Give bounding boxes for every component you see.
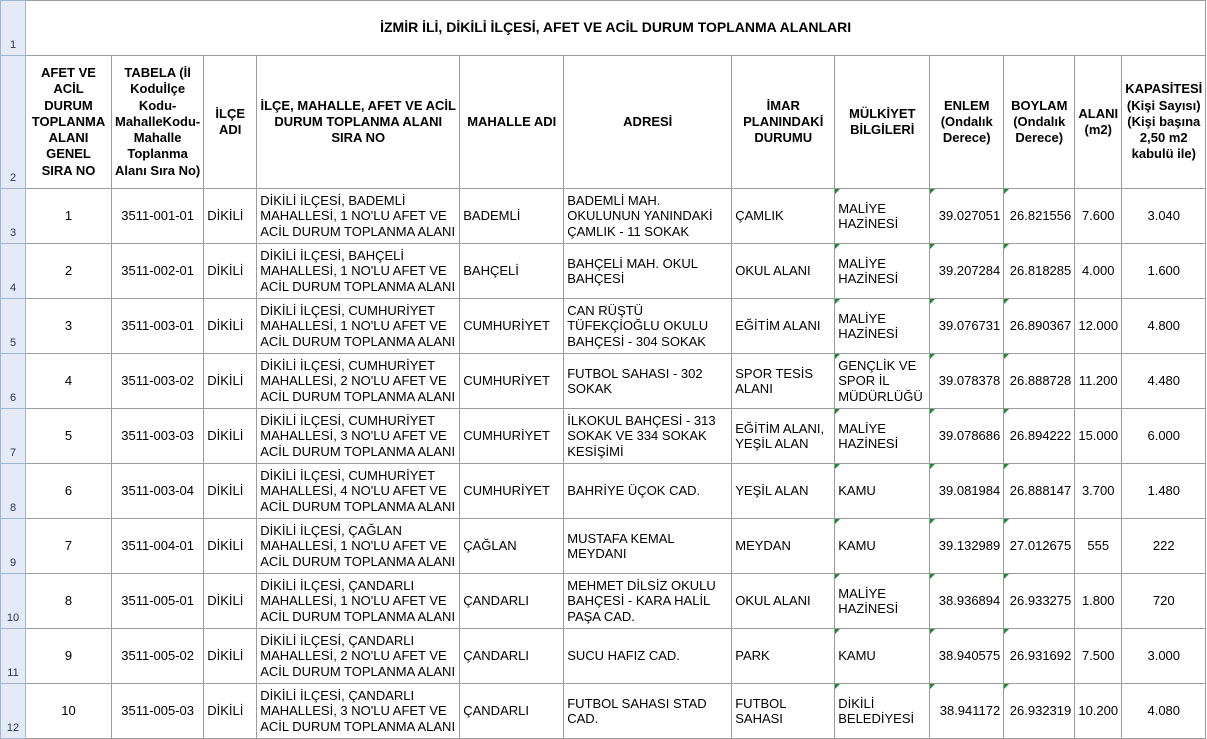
cell-alan-sira-no[interactable]: DİKİLİ İLÇESİ, BADEMLİ MAHALLESİ, 1 NO'LU AFET VE ACİL DURUM TOPLANMA ALANI (257, 189, 460, 244)
cell-enlem[interactable]: 39.132989 (930, 519, 1004, 574)
cell-adresi[interactable]: BADEMLİ MAH. OKULUNUN YANINDAKİ ÇAMLIK - 11 SOKAK (564, 189, 732, 244)
cell-genel-sira-no[interactable]: 1 (26, 189, 112, 244)
cell-imar-durumu[interactable]: ÇAMLIK (732, 189, 835, 244)
cell-imar-durumu[interactable]: EĞİTİM ALANI, YEŞİL ALAN (732, 409, 835, 464)
cell-adresi[interactable]: BAHÇELİ MAH. OKUL BAHÇESİ (564, 244, 732, 299)
cell-mulkiyet[interactable]: MALİYE HAZİNESİ (835, 574, 930, 629)
cell-boylam[interactable]: 26.890367 (1004, 299, 1075, 354)
cell-mahalle-adi[interactable]: ÇANDARLI (460, 574, 564, 629)
cell-imar-durumu[interactable]: PARK (732, 629, 835, 684)
header-imar-durumu[interactable]: İMAR PLANINDAKİ DURUMU (732, 56, 835, 189)
cell-alani[interactable]: 7.600 (1075, 189, 1122, 244)
table-row (1, 629, 1206, 684)
cell-ilce-adi[interactable]: DİKİLİ (204, 519, 257, 574)
header-genel-sira-no[interactable]: AFET VE ACİL DURUM TOPLANMA ALANI GENEL SIRA NO (26, 56, 112, 189)
cell-imar-durumu[interactable]: SPOR TESİS ALANI (732, 354, 835, 409)
cell-tabela[interactable]: 3511-003-01 (112, 299, 204, 354)
cell-mahalle-adi[interactable]: BADEMLİ (460, 189, 564, 244)
header-ilce-adi[interactable]: İLÇE ADI (204, 56, 257, 189)
cell-alani[interactable]: 10.200 (1075, 684, 1122, 739)
cell-imar-durumu[interactable]: OKUL ALANI (732, 574, 835, 629)
cell-mulkiyet[interactable]: MALİYE HAZİNESİ (835, 299, 930, 354)
cell-alani[interactable]: 4.000 (1075, 244, 1122, 299)
cell-kapasite[interactable]: 6.000 (1122, 409, 1206, 464)
cell-kapasite[interactable]: 3.000 (1122, 629, 1206, 684)
cell-tabela[interactable]: 3511-002-01 (112, 244, 204, 299)
cell-tabela[interactable]: 3511-003-04 (112, 464, 204, 519)
cell-mulkiyet[interactable]: KAMU (835, 519, 930, 574)
cell-kapasite[interactable]: 4.480 (1122, 354, 1206, 409)
table-row (1, 519, 1206, 574)
cell-enlem[interactable]: 39.076731 (930, 299, 1004, 354)
cell-mulkiyet[interactable]: GENÇLİK VE SPOR İL MÜDÜRLÜĞÜ (835, 354, 930, 409)
cell-adresi[interactable]: MUSTAFA KEMAL MEYDANI (564, 519, 732, 574)
cell-genel-sira-no[interactable]: 10 (26, 684, 112, 739)
cell-alani[interactable]: 11.200 (1075, 354, 1122, 409)
table-row (1, 189, 1206, 244)
header-alan-sira-no[interactable]: İLÇE, MAHALLE, AFET VE ACİL DURUM TOPLANMA ALANI SIRA NO (257, 56, 460, 189)
cell-mahalle-adi[interactable]: ÇAĞLAN (460, 519, 564, 574)
cell-enlem[interactable]: 39.081984 (930, 464, 1004, 519)
cell-enlem[interactable]: 38.941172 (930, 684, 1004, 739)
row-header[interactable]: 6 (1, 354, 26, 409)
row-header[interactable]: 11 (1, 629, 26, 684)
cell-imar-durumu[interactable]: YEŞİL ALAN (732, 464, 835, 519)
cell-enlem[interactable]: 39.027051 (930, 189, 1004, 244)
cell-genel-sira-no[interactable]: 7 (26, 519, 112, 574)
cell-boylam[interactable]: 26.818285 (1004, 244, 1075, 299)
table-row (1, 244, 1206, 299)
cell-alan-sira-no[interactable]: DİKİLİ İLÇESİ, ÇAĞLAN MAHALLESİ, 1 NO'LU AFET VE ACİL DURUM TOPLANMA ALANI (257, 519, 460, 574)
cell-alani[interactable]: 555 (1075, 519, 1122, 574)
header-mulkiyet[interactable]: MÜLKİYET BİLGİLERİ (835, 56, 930, 189)
cell-ilce-adi[interactable]: DİKİLİ (204, 409, 257, 464)
cell-mahalle-adi[interactable]: ÇANDARLI (460, 629, 564, 684)
cell-tabela[interactable]: 3511-003-03 (112, 409, 204, 464)
title-row (1, 1, 1206, 56)
cell-genel-sira-no[interactable]: 6 (26, 464, 112, 519)
cell-mulkiyet[interactable]: KAMU (835, 464, 930, 519)
cell-imar-durumu[interactable]: MEYDAN (732, 519, 835, 574)
cell-mahalle-adi[interactable]: ÇANDARLI (460, 684, 564, 739)
cell-mulkiyet[interactable]: KAMU (835, 629, 930, 684)
cell-alan-sira-no[interactable]: DİKİLİ İLÇESİ, BAHÇELİ MAHALLESİ, 1 NO'LU AFET VE ACİL DURUM TOPLANMA ALANI (257, 244, 460, 299)
header-kapasite[interactable]: KAPASİTESİ (Kişi Sayısı) (Kişi başına 2,50 m2 kabulü ile) (1122, 56, 1206, 189)
row-header[interactable]: 7 (1, 409, 26, 464)
cell-ilce-adi[interactable]: DİKİLİ (204, 299, 257, 354)
cell-kapasite[interactable]: 1.600 (1122, 244, 1206, 299)
cell-mulkiyet[interactable]: DİKİLİ BELEDİYESİ (835, 684, 930, 739)
cell-boylam[interactable]: 26.932319 (1004, 684, 1075, 739)
table-row (1, 354, 1206, 409)
cell-tabela[interactable]: 3511-005-03 (112, 684, 204, 739)
cell-imar-durumu[interactable]: EĞİTİM ALANI (732, 299, 835, 354)
cell-alan-sira-no[interactable]: DİKİLİ İLÇESİ, CUMHURİYET MAHALLESİ, 3 NO'LU AFET VE ACİL DURUM TOPLANMA ALANI (257, 409, 460, 464)
cell-genel-sira-no[interactable]: 5 (26, 409, 112, 464)
cell-kapasite[interactable]: 720 (1122, 574, 1206, 629)
header-adresi[interactable]: ADRESİ (564, 56, 732, 189)
cell-alani[interactable]: 15.000 (1075, 409, 1122, 464)
cell-kapasite[interactable]: 222 (1122, 519, 1206, 574)
table-row (1, 574, 1206, 629)
cell-adresi[interactable]: İLKOKUL BAHÇESİ - 313 SOKAK VE 334 SOKAK KESİŞİMİ (564, 409, 732, 464)
cell-tabela[interactable]: 3511-001-01 (112, 189, 204, 244)
cell-imar-durumu[interactable]: FUTBOL SAHASI (732, 684, 835, 739)
cell-alan-sira-no[interactable]: DİKİLİ İLÇESİ, CUMHURİYET MAHALLESİ, 4 NO'LU AFET VE ACİL DURUM TOPLANMA ALANI (257, 464, 460, 519)
cell-ilce-adi[interactable]: DİKİLİ (204, 189, 257, 244)
cell-boylam[interactable]: 26.894222 (1004, 409, 1075, 464)
header-enlem[interactable]: ENLEM (Ondalık Derece) (930, 56, 1004, 189)
cell-kapasite[interactable]: 1.480 (1122, 464, 1206, 519)
cell-enlem[interactable]: 38.936894 (930, 574, 1004, 629)
cell-alan-sira-no[interactable]: DİKİLİ İLÇESİ, ÇANDARLI MAHALLESİ, 2 NO'LU AFET VE ACİL DURUM TOPLANMA ALANI (257, 629, 460, 684)
cell-enlem[interactable]: 39.207284 (930, 244, 1004, 299)
cell-enlem[interactable]: 39.078686 (930, 409, 1004, 464)
cell-alan-sira-no[interactable]: DİKİLİ İLÇESİ, ÇANDARLI MAHALLESİ, 3 NO'LU AFET VE ACİL DURUM TOPLANMA ALANI (257, 684, 460, 739)
cell-ilce-adi[interactable]: DİKİLİ (204, 684, 257, 739)
cell-genel-sira-no[interactable]: 8 (26, 574, 112, 629)
header-mahalle-adi[interactable]: MAHALLE ADI (460, 56, 564, 189)
row-header[interactable]: 1 (1, 1, 26, 56)
table-row (1, 299, 1206, 354)
cell-boylam[interactable]: 26.888728 (1004, 354, 1075, 409)
cell-mahalle-adi[interactable]: CUMHURİYET (460, 354, 564, 409)
cell-kapasite[interactable]: 3.040 (1122, 189, 1206, 244)
cell-mahalle-adi[interactable]: BAHÇELİ (460, 244, 564, 299)
cell-mulkiyet[interactable]: MALİYE HAZİNESİ (835, 189, 930, 244)
cell-mahalle-adi[interactable]: CUMHURİYET (460, 464, 564, 519)
cell-alan-sira-no[interactable]: DİKİLİ İLÇESİ, ÇANDARLI MAHALLESİ, 1 NO'LU AFET VE ACİL DURUM TOPLANMA ALANI (257, 574, 460, 629)
row-header[interactable]: 2 (1, 56, 26, 189)
table-row (1, 409, 1206, 464)
cell-alani[interactable]: 3.700 (1075, 464, 1122, 519)
cell-tabela[interactable]: 3511-005-01 (112, 574, 204, 629)
cell-genel-sira-no[interactable]: 4 (26, 354, 112, 409)
cell-ilce-adi[interactable]: DİKİLİ (204, 354, 257, 409)
cell-boylam[interactable]: 26.888147 (1004, 464, 1075, 519)
header-alani[interactable]: ALANI (m2) (1075, 56, 1122, 189)
cell-tabela[interactable]: 3511-005-02 (112, 629, 204, 684)
cell-ilce-adi[interactable]: DİKİLİ (204, 244, 257, 299)
cell-genel-sira-no[interactable]: 9 (26, 629, 112, 684)
cell-adresi[interactable]: FUTBOL SAHASI STAD CAD. (564, 684, 732, 739)
cell-ilce-adi[interactable]: DİKİLİ (204, 464, 257, 519)
row-header[interactable]: 3 (1, 189, 26, 244)
cell-boylam[interactable]: 26.933275 (1004, 574, 1075, 629)
cell-tabela[interactable]: 3511-004-01 (112, 519, 204, 574)
cell-kapasite[interactable]: 4.800 (1122, 299, 1206, 354)
cell-enlem[interactable]: 38.940575 (930, 629, 1004, 684)
table-row (1, 684, 1206, 739)
cell-adresi[interactable]: SUCU HAFIZ CAD. (564, 629, 732, 684)
cell-adresi[interactable]: CAN RÜŞTÜ TÜFEKÇİOĞLU OKULU BAHÇESİ - 304 SOKAK (564, 299, 732, 354)
row-header[interactable]: 5 (1, 299, 26, 354)
cell-mahalle-adi[interactable]: CUMHURİYET (460, 409, 564, 464)
row-header[interactable]: 9 (1, 519, 26, 574)
cell-kapasite[interactable]: 4.080 (1122, 684, 1206, 739)
cell-adresi[interactable]: FUTBOL SAHASI - 302 SOKAK (564, 354, 732, 409)
cell-enlem[interactable]: 39.078378 (930, 354, 1004, 409)
cell-tabela[interactable]: 3511-003-02 (112, 354, 204, 409)
cell-imar-durumu[interactable]: OKUL ALANI (732, 244, 835, 299)
header-boylam[interactable]: BOYLAM (Ondalık Derece) (1004, 56, 1075, 189)
row-header[interactable]: 10 (1, 574, 26, 629)
header-row (1, 56, 1206, 189)
cell-ilce-adi[interactable]: DİKİLİ (204, 629, 257, 684)
row-header[interactable]: 12 (1, 684, 26, 739)
cell-mulkiyet[interactable]: MALİYE HAZİNESİ (835, 244, 930, 299)
cell-alan-sira-no[interactable]: DİKİLİ İLÇESİ, CUMHURİYET MAHALLESİ, 1 NO'LU AFET VE ACİL DURUM TOPLANMA ALANI (257, 299, 460, 354)
cell-mahalle-adi[interactable]: CUMHURİYET (460, 299, 564, 354)
cell-genel-sira-no[interactable]: 2 (26, 244, 112, 299)
cell-boylam[interactable]: 26.931692 (1004, 629, 1075, 684)
cell-alan-sira-no[interactable]: DİKİLİ İLÇESİ, CUMHURİYET MAHALLESİ, 2 NO'LU AFET VE ACİL DURUM TOPLANMA ALANI (257, 354, 460, 409)
cell-alani[interactable]: 12.000 (1075, 299, 1122, 354)
cell-ilce-adi[interactable]: DİKİLİ (204, 574, 257, 629)
row-header[interactable]: 4 (1, 244, 26, 299)
sheet-title[interactable]: İZMİR İLİ, DİKİLİ İLÇESİ, AFET VE ACİL DURUM TOPLANMA ALANLARI (26, 1, 1206, 56)
cell-boylam[interactable]: 26.821556 (1004, 189, 1075, 244)
cell-boylam[interactable]: 27.012675 (1004, 519, 1075, 574)
cell-adresi[interactable]: MEHMET DİLSİZ OKULU BAHÇESİ - KARA HALİL PAŞA CAD. (564, 574, 732, 629)
cell-mulkiyet[interactable]: MALİYE HAZİNESİ (835, 409, 930, 464)
row-header[interactable]: 8 (1, 464, 26, 519)
cell-alani[interactable]: 7.500 (1075, 629, 1122, 684)
cell-genel-sira-no[interactable]: 3 (26, 299, 112, 354)
cell-adresi[interactable]: BAHRİYE ÜÇOK CAD. (564, 464, 732, 519)
cell-alani[interactable]: 1.800 (1075, 574, 1122, 629)
header-tabela[interactable]: TABELA (İl Koduİlçe Kodu-MahalleKodu-Mahalle Toplanma Alanı Sıra No) (112, 56, 204, 189)
table-row (1, 464, 1206, 519)
